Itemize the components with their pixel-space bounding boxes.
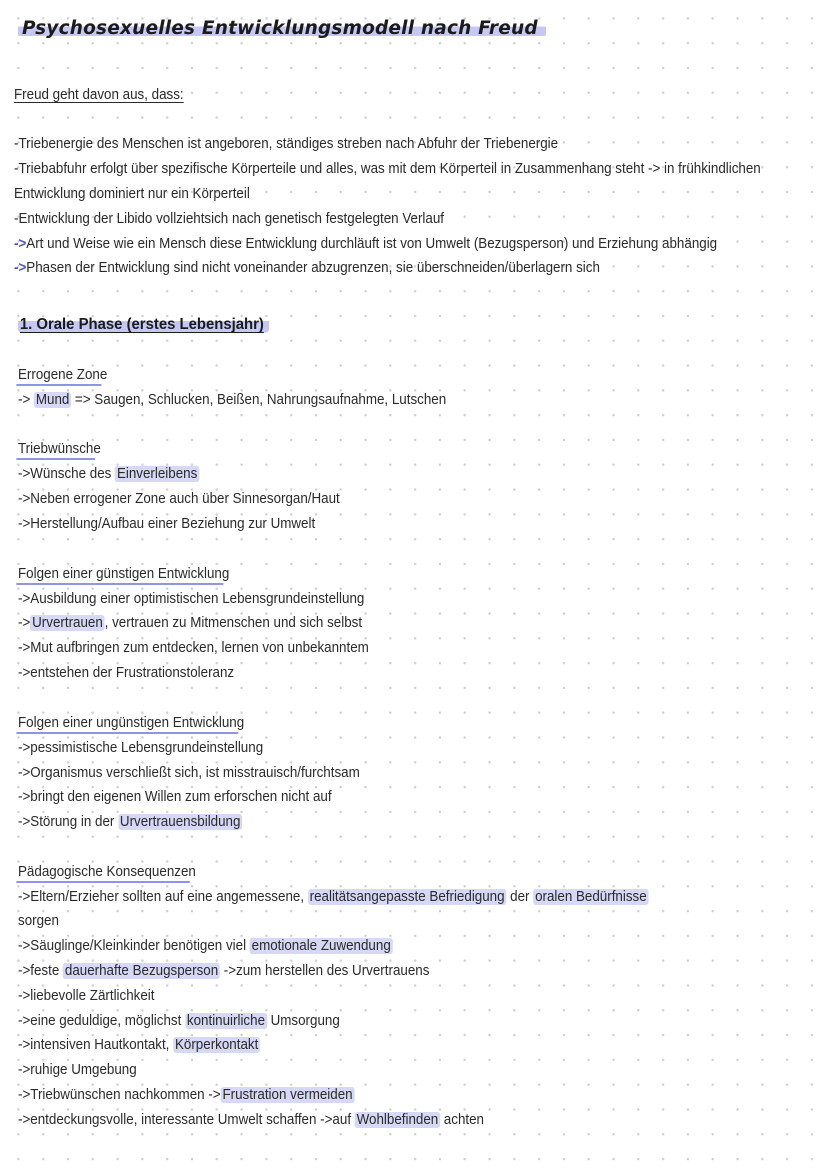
consequences-heading: Pädagogische Konsequenzen — [18, 864, 196, 880]
intro-bullet-3: -Entwicklung der Libido vollziehtsich nach genetisch festgelegten Verlauf — [14, 211, 445, 227]
unfavorable-line-2: ->Organismus verschließt sich, ist misstrauisch/furchtsam — [18, 765, 360, 781]
consequences-line-5: ->eine geduldige, möglichst kontinuirliche Umsorgung — [18, 1013, 340, 1029]
consequences-line-4: ->liebevolle Zärtlichkeit — [18, 988, 155, 1004]
favorable-line-1: ->Ausbildung einer optimistischen Lebensgrundeinstellung — [18, 591, 365, 607]
arrow-icon: -> — [14, 236, 27, 252]
unfavorable-line-1: ->pessimistische Lebensgrundeinstellung — [18, 740, 264, 756]
zone-line-1: -> Mund => Saugen, Schlucken, Beißen, Nahrungsaufnahme, Lutschen — [18, 392, 447, 408]
favorable-line-3: ->Mut aufbringen zum entdecken, lernen von unbekanntem — [18, 640, 369, 656]
consequences-line-6: ->intensiven Hautkontakt, Körperkontakt — [18, 1037, 259, 1053]
intro-heading: Freud geht davon aus, dass: — [14, 87, 184, 103]
favorable-line-2: -> Urvertrauen , vertrauen zu Mitmenschen und sich selbst — [18, 615, 363, 631]
favorable-heading: Folgen einer günstigen Entwicklung — [18, 566, 230, 582]
unfavorable-line-3: ->bringt den eigenen Willen zum erforschen nicht auf — [18, 789, 332, 805]
consequences-line-1b: sorgen — [18, 913, 59, 929]
intro-bullet-4: ->Art und Weise wie ein Mensch diese Entwicklung durchläuft ist von Umwelt (Bezugsperson) und Erziehung abhängig — [14, 236, 718, 252]
consequences-line-9: ->entdeckungsvolle, interessante Umwelt schaffen ->auf Wohlbefinden achten — [18, 1112, 485, 1128]
wishes-heading: Triebwünsche — [18, 441, 101, 457]
arrow-icon: -> — [14, 260, 27, 276]
unfavorable-heading: Folgen einer ungünstigen Entwicklung — [18, 715, 245, 731]
zone-heading: Errogene Zone — [18, 367, 108, 383]
consequences-line-7: ->ruhige Umgebung — [18, 1062, 137, 1078]
favorable-line-4: ->entstehen der Frustrationstoleranz — [18, 665, 235, 681]
phase-heading: 1. Orale Phase (erstes Lebensjahr) — [18, 316, 269, 334]
consequences-line-3: ->feste dauerhafte Bezugsperson ->zum herstellen des Urvertrauens — [18, 963, 430, 979]
intro-bullet-2b: Entwicklung dominiert nur ein Körperteil — [14, 186, 250, 202]
wishes-line-1: ->Wünsche des Einverleibens — [18, 466, 198, 482]
consequences-line-2: ->Säuglinge/Kleinkinder benötigen viel emotionale Zuwendung — [18, 938, 391, 954]
intro-bullet-2a: -Triebabfuhr erfolgt über spezifische Körperteile und alles, was mit dem Körperteil in Zusammenhang steht -> in frühkindlichen — [14, 161, 761, 177]
wishes-line-2: ->Neben errogener Zone auch über Sinnesorgan/Haut — [18, 491, 340, 507]
consequences-line-8: ->Triebwünschen nachkommen -> Frustration vermeiden — [18, 1087, 353, 1103]
intro-bullet-5: ->Phasen der Entwicklung sind nicht voneinander abzugrenzen, sie überschneiden/überlagern sich — [14, 260, 600, 276]
unfavorable-line-4: ->Störung in der Urvertrauensbildung — [18, 814, 241, 830]
wishes-line-3: ->Herstellung/Aufbau einer Beziehung zur Umwelt — [18, 516, 316, 532]
consequences-line-1: ->Eltern/Erzieher sollten auf eine angemessene, realitätsangepasste Befriedigung der oralen Bedürfnisse — [18, 889, 647, 905]
intro-bullet-1: -Triebenergie des Menschen ist angeboren, ständiges streben nach Abfuhr der Triebenergie — [14, 136, 559, 152]
page-title: Psychosexuelles Entwicklungsmodell nach Freud — [18, 18, 546, 39]
